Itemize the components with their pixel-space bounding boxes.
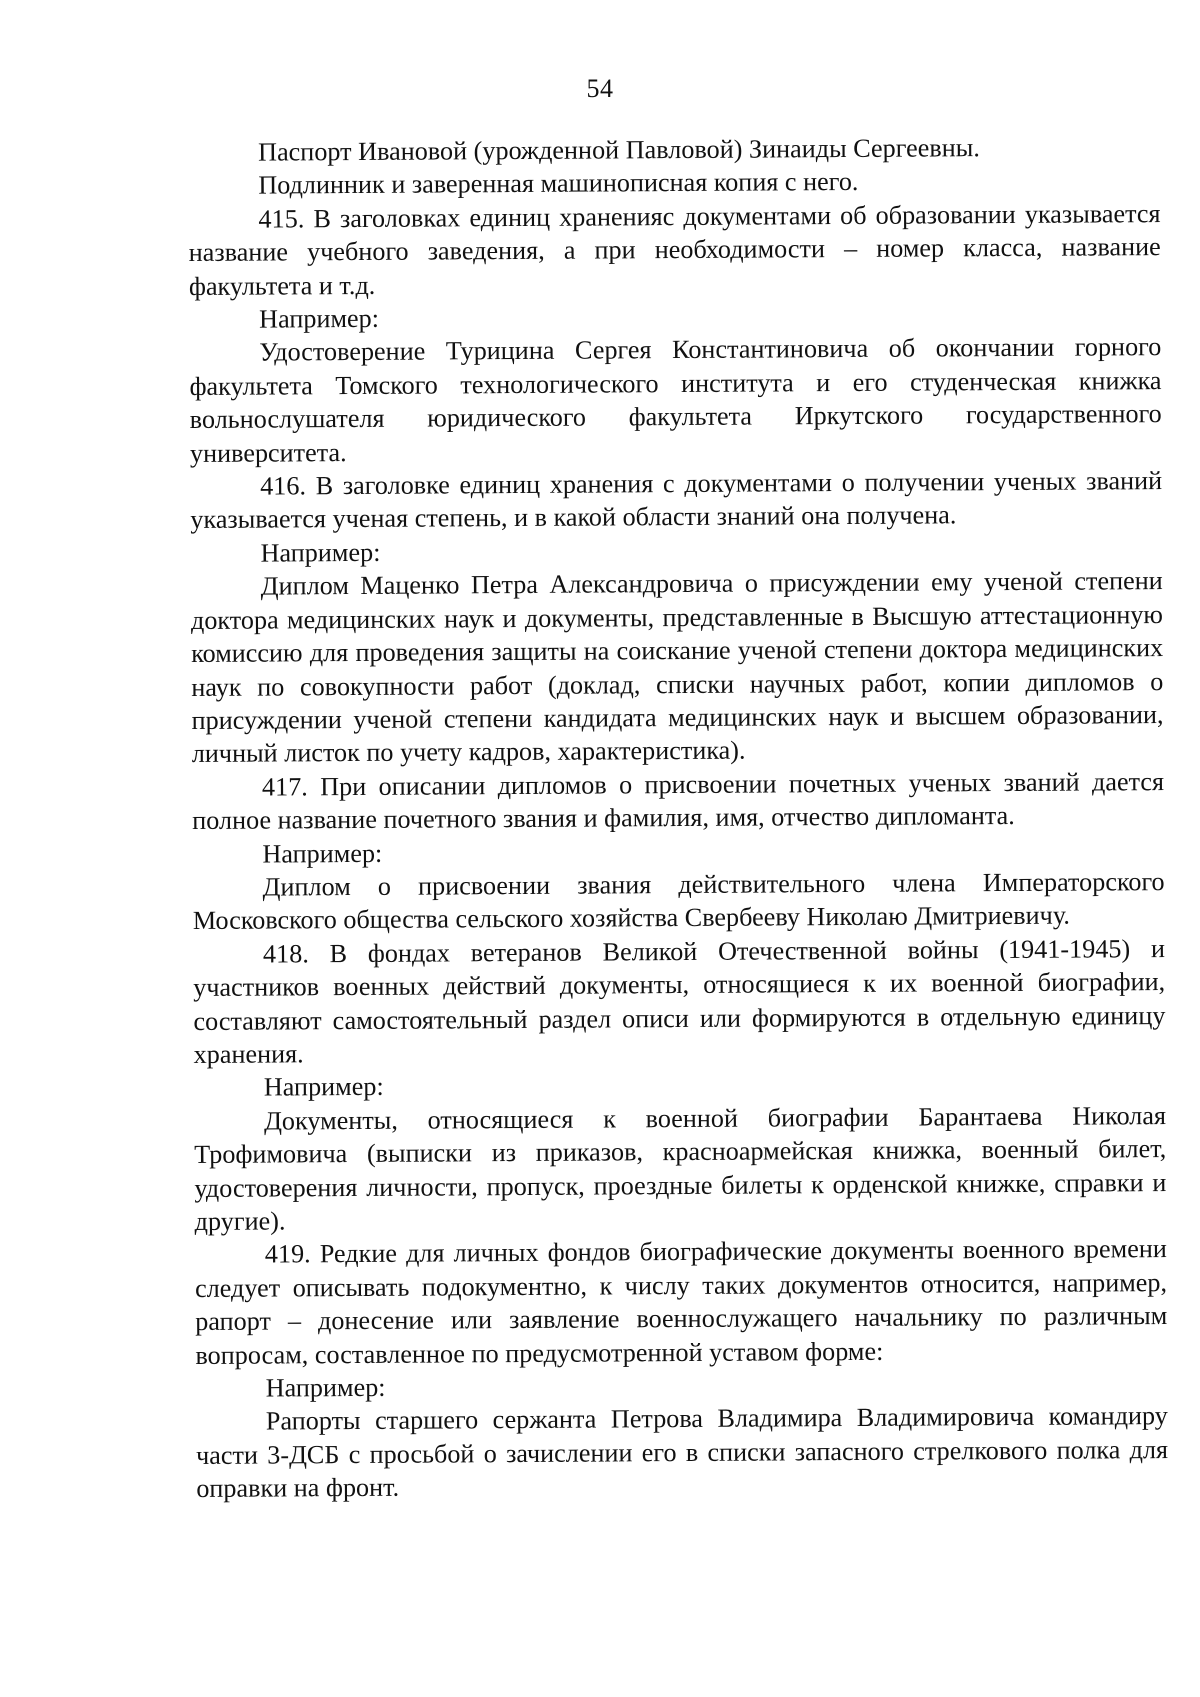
paragraph-417: 417. При описании дипломов о присвоении почетных ученых званий дается полное название почетного звания и фамилия, имя, отчество дипломанта. [192,766,1165,836]
example-label: Например: [265,1372,386,1403]
example-label: Например: [262,838,383,869]
paragraph-418: 418. В фондах ветеранов Великой Отечественной войны (1941-1945) и участников военных действий документы, относящиеся к их военной биографии, составляют самостоятельный раздел описи или формируются в отдельную единицу хранения. [193,933,1166,1069]
passport-copy: Подлинник и заверенная машинописная копия с него. [258,167,859,200]
example-label: Например: [263,1072,384,1102]
example-text: Диплом о присвоении звания действительного члена Императорского Московского общества сельского хозяйства Свербееву Николаю Дмитриевичу. [192,866,1165,936]
example-text: Диплом Маценко Петра Александровича о присуждении ему ученой степени доктора медицинских наук и документы, представленные в Высшую аттестационную комиссию для проведения защиты на соискание ученой степени доктора медицинских наук по совокупности работ (доклад, списки научных работ, копии дипломов о присуждении ученой степени кандидата медицинских наук и высшем образовании, личный листок по учету кадров, характеристика). [190,566,1164,769]
paragraph-415: 415. В заголовках единиц храненияс документами об образовании указывается название учебного заведения, а при необходимости – номер класса, название факультета и т.д. [188,198,1161,301]
example-text: Удостоверение Турицина Сергея Константиновича об окончании горного факультета Томского технологического института и его студенческая книжка вольнослушателя юридического факультета Иркутского государственного университета. [189,332,1162,468]
document-body [188,130,1168,1506]
passport-title: Паспорт Ивановой (урожденной Павловой) Зинаиды Сергеевны. [258,133,980,167]
example-text: Рапорты старшего сержанта Петрова Владимира Владимировича командиру части 3-ДСБ с просьбой о зачислении его в списки запасного стрелкового полка для оправки на фронт. [195,1401,1169,1504]
paragraph-416: 416. В заголовке единиц хранения с документами о получении ученых званий указывается ученая степень, и в какой области знаний она получена. [190,466,1163,535]
page-number: 54 [586,74,614,103]
example-label: Например: [259,303,380,334]
example-label: Например: [260,537,381,568]
paragraph-419: 419. Редкие для личных фондов биографические документы военного времени следует описывать подокументно, к числу таких документов относится, например, рапорт – донесение или заявление военнослужащего начальнику по различным вопросам, составленное по предусмотренной уставом форме: [194,1234,1168,1370]
example-text: Документы, относящиеся к военной биографии Барантаева Николая Трофимовича (выписки из приказов, красноармейская книжка, военный билет, удостоверения личности, пропуск, проездные билеты к орденской книжке, справки и другие). [194,1100,1167,1236]
